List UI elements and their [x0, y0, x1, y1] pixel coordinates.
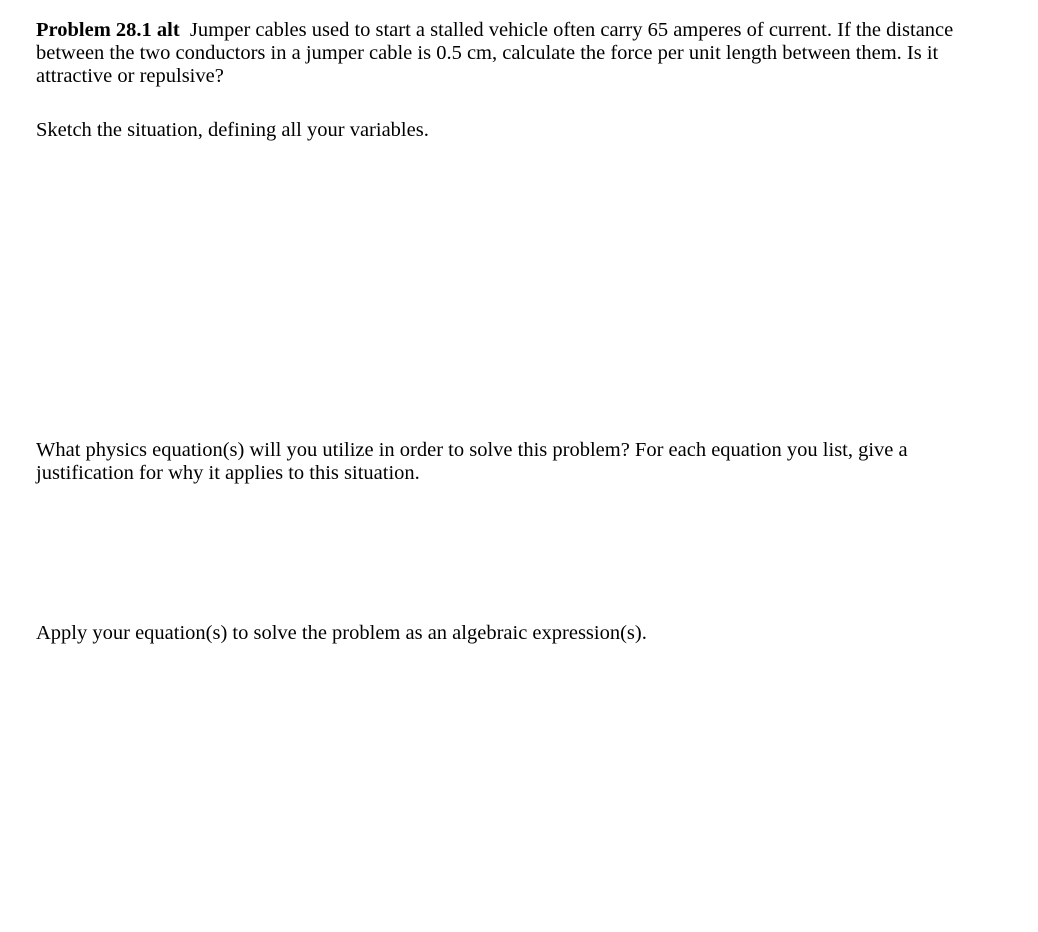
problem-label: Problem 28.1 alt [36, 19, 180, 41]
problem-text: Jumper cables used to start a stalled vehicle often carry 65 amperes of current. If the distance between the two conductors in a jumper cable is 0.5 cm, calculate the force per unit length between them. Is it attractive or repulsive? [36, 19, 954, 87]
equations-answer-space [36, 495, 996, 610]
apply-prompt: Apply your equation(s) to solve the problem as an algebraic expression(s). [36, 622, 647, 644]
problem-statement [36, 19, 986, 88]
sketch-prompt: Sketch the situation, defining all your variables. [36, 119, 429, 141]
apply-answer-space [36, 655, 996, 915]
equations-prompt: What physics equation(s) will you utilize in order to solve this problem? For each equation you list, give a justification for why it applies to this situation. [36, 439, 908, 484]
sketch-answer-space [36, 150, 996, 430]
